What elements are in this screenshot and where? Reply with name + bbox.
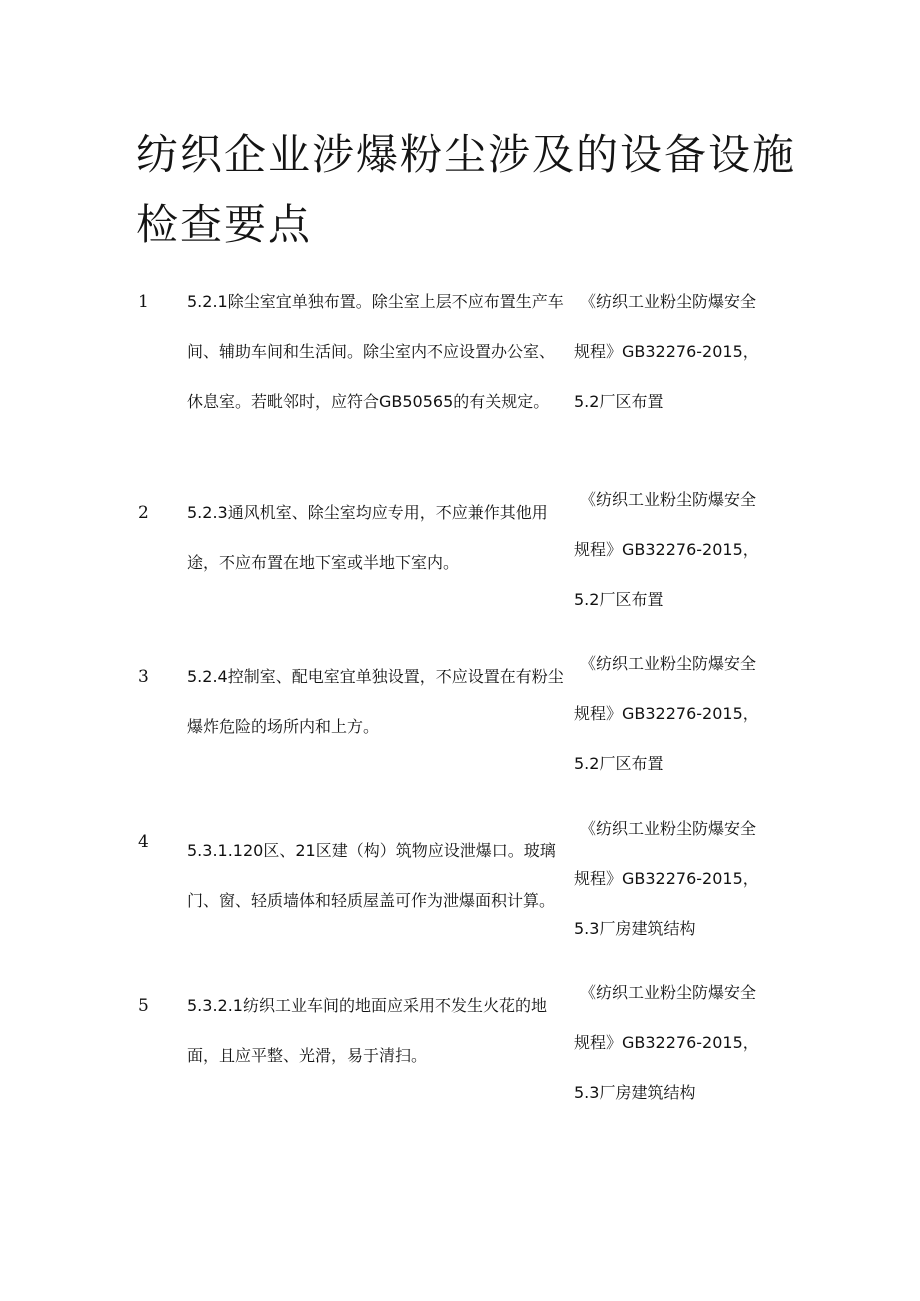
- item-reference: [574, 968, 784, 1118]
- item-reference: [574, 639, 784, 789]
- reference-code-line: 规程》GB32276-2015，: [574, 540, 759, 559]
- reference-code-line: 规程》GB32276-2015，: [574, 1033, 759, 1052]
- item-text: 5.3.2.1纺织工业车间的地面应采用不发生火花的地面，且应平整、光滑，易于清扫。: [187, 996, 547, 1065]
- item-number: 5: [138, 996, 149, 1016]
- item-number: 3: [138, 667, 149, 687]
- reference-standard-line: 《纺织工业粉尘防爆安全: [580, 292, 757, 311]
- reference-standard-line: 《纺织工业粉尘防爆安全: [580, 490, 757, 509]
- reference-section-line: 5.3厂房建筑结构: [574, 1083, 696, 1102]
- item-text: 5.2.1除尘室宜单独布置。除尘室上层不应布置生产车间、辅助车间和生活间。除尘室内不应设置办公室、休息室。若毗邻时，应符合GB50565的有关规定。: [187, 292, 564, 411]
- reference-code-line: 规程》GB32276-2015，: [574, 704, 759, 723]
- item-reference: [574, 277, 784, 427]
- item-number: 2: [138, 503, 149, 523]
- reference-standard-line: 《纺织工业粉尘防爆安全: [580, 654, 757, 673]
- reference-standard-line: 《纺织工业粉尘防爆安全: [580, 983, 757, 1002]
- reference-standard-line: 《纺织工业粉尘防爆安全: [580, 819, 757, 838]
- reference-code-line: 规程》GB32276-2015，: [574, 342, 759, 361]
- reference-section-line: 5.2厂区布置: [574, 754, 664, 773]
- item-reference: [574, 804, 784, 954]
- item-number: 1: [138, 292, 149, 312]
- reference-section-line: 5.2厂区布置: [574, 392, 664, 411]
- document-title: 纺织企业涉爆粉尘涉及的设备设施检查要点: [136, 130, 797, 249]
- reference-section-line: 5.2厂区布置: [574, 590, 664, 609]
- reference-section-line: 5.3厂房建筑结构: [574, 919, 696, 938]
- item-text: 5.3.1.120区、21区建（构）筑物应设泄爆口。玻璃门、窗、轻质墙体和轻质屋盖可作为泄爆面积计算。: [187, 841, 556, 910]
- reference-code-line: 规程》GB32276-2015，: [574, 869, 759, 888]
- item-text: 5.2.3通风机室、除尘室均应专用，不应兼作其他用途，不应布置在地下室或半地下室内。: [187, 503, 548, 572]
- item-reference: [574, 475, 784, 625]
- item-text: 5.2.4控制室、配电室宜单独设置，不应设置在有粉尘爆炸危险的场所内和上方。: [187, 667, 564, 736]
- item-number: 4: [138, 832, 149, 852]
